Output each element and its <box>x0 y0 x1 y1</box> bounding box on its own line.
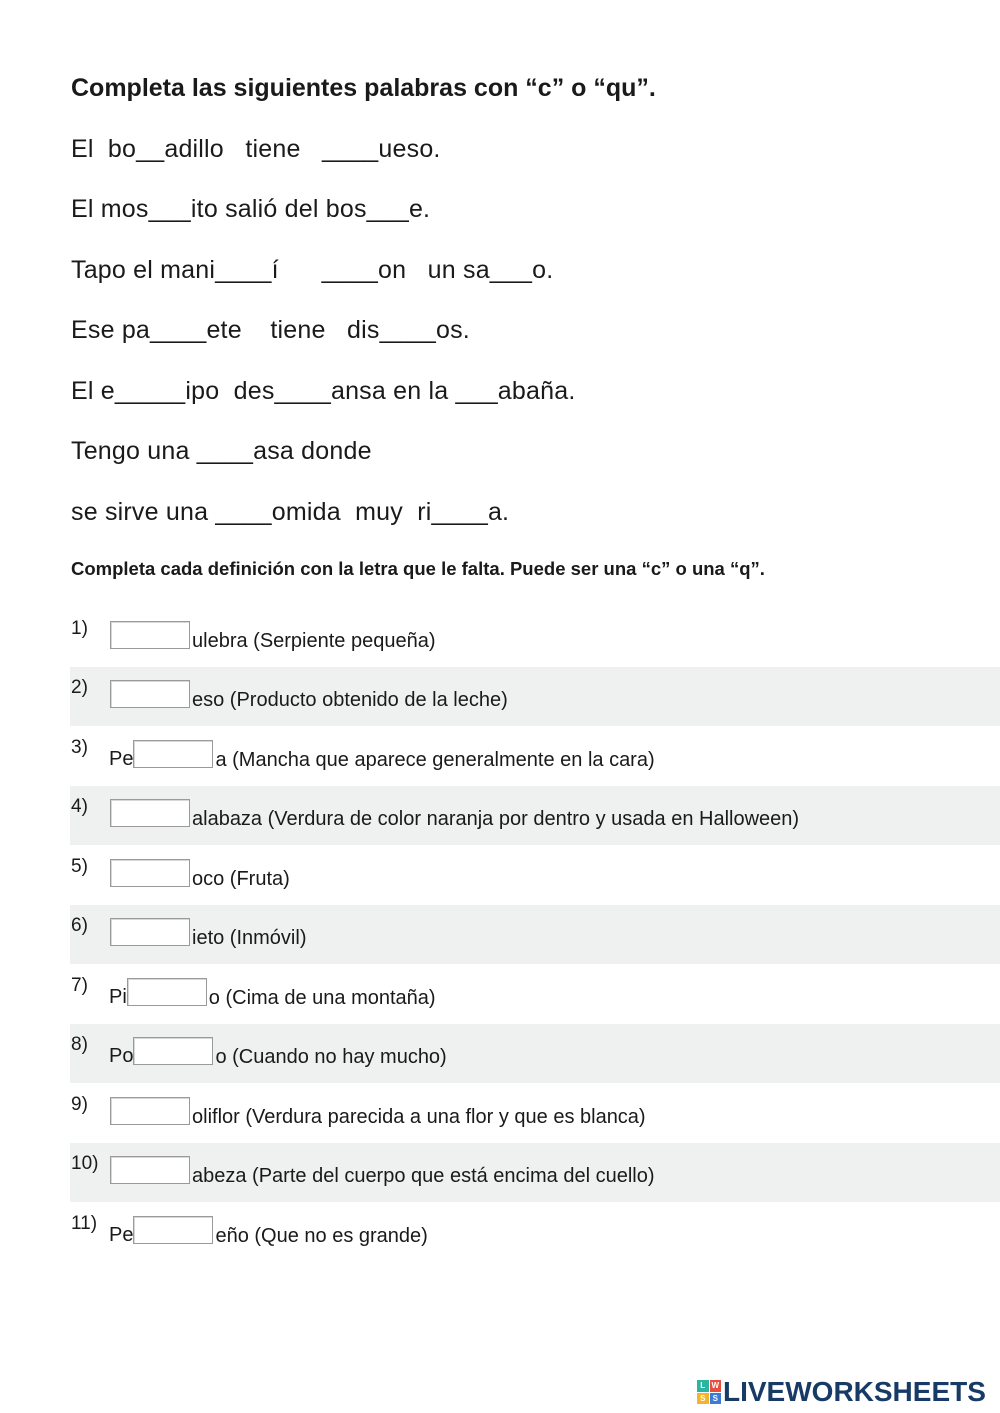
answer-box-8[interactable] <box>133 1037 213 1065</box>
sentence-1: El bo__adillo tiene ____ueso. <box>71 135 441 163</box>
part1-title: Completa las siguientes palabras con “c” o “qu”. <box>71 74 656 102</box>
item-number: 8) <box>71 1034 88 1055</box>
item-number: 6) <box>71 915 88 936</box>
word-suffix: ieto (Inmóvil) <box>192 927 307 949</box>
definition-row-1 <box>70 608 1000 667</box>
word-suffix: ulebra (Serpiente pequeña) <box>192 630 436 652</box>
word-suffix: oliflor (Verdura parecida a una flor y que es blanca) <box>192 1106 646 1128</box>
word-suffix: eño (Que no es grande) <box>215 1225 428 1247</box>
answer-box-11[interactable] <box>133 1216 213 1244</box>
logo-mark-icon: L W S S <box>697 1380 721 1404</box>
definition-row-11 <box>70 1203 1000 1262</box>
definition-row-7 <box>70 965 1000 1024</box>
item-number: 1) <box>71 618 88 639</box>
word-suffix: eso (Producto obtenido de la leche) <box>192 689 508 711</box>
sentence-4: Ese pa____ete tiene dis____os. <box>71 316 470 344</box>
item-number: 9) <box>71 1094 88 1115</box>
sentence-5: El e_____ipo des____ansa en la ___abaña. <box>71 377 576 405</box>
item-number: 3) <box>71 737 88 758</box>
answer-box-3[interactable] <box>133 740 213 768</box>
sentence-7: se sirve una ____omida muy ri____a. <box>71 498 510 526</box>
answer-box-4[interactable] <box>110 799 190 827</box>
logo-text: LIVEWORKSHEETS <box>723 1376 986 1407</box>
answer-box-6[interactable] <box>110 918 190 946</box>
definition-row-5 <box>70 846 1000 905</box>
answer-box-10[interactable] <box>110 1156 190 1184</box>
word-prefix: Po <box>109 1045 134 1067</box>
answer-box-7[interactable] <box>127 978 207 1006</box>
answer-box-1[interactable] <box>110 621 190 649</box>
item-number: 4) <box>71 796 88 817</box>
item-number: 10) <box>71 1153 99 1174</box>
part2-title: Completa cada definición con la letra que le falta. Puede ser una “c” o una “q”. <box>71 558 765 579</box>
definition-row-2 <box>70 667 1000 726</box>
liveworksheets-logo <box>697 1376 986 1408</box>
definition-row-9 <box>70 1084 1000 1143</box>
item-number: 11) <box>71 1213 98 1234</box>
word-suffix: o (Cima de una montaña) <box>208 987 436 1009</box>
definition-row-8 <box>70 1024 1000 1083</box>
word-prefix: Pe <box>109 748 134 770</box>
sentence-2: El mos___ito salió del bos___e. <box>71 195 431 223</box>
answer-box-9[interactable] <box>110 1097 190 1125</box>
word-suffix: alabaza (Verdura de color naranja por dentro y usada en Halloween) <box>192 808 800 830</box>
item-number: 7) <box>71 975 88 996</box>
sentence-6: Tengo una ____asa donde <box>71 437 372 465</box>
definition-row-3 <box>70 727 1000 786</box>
answer-box-5[interactable] <box>110 859 190 887</box>
item-number: 2) <box>71 677 88 698</box>
word-suffix: o (Cuando no hay mucho) <box>215 1046 447 1068</box>
word-suffix: oco (Fruta) <box>192 868 290 890</box>
definition-row-6 <box>70 905 1000 964</box>
word-prefix: Pi <box>109 986 127 1008</box>
item-number: 5) <box>71 856 88 877</box>
definition-row-10 <box>70 1143 1000 1202</box>
answer-box-2[interactable] <box>110 680 190 708</box>
definition-row-4 <box>70 786 1000 845</box>
word-suffix: a (Mancha que aparece generalmente en la cara) <box>215 749 655 771</box>
word-suffix: abeza (Parte del cuerpo que está encima del cuello) <box>192 1165 655 1187</box>
sentence-3: Tapo el mani____í ____on un sa___o. <box>71 256 554 284</box>
word-prefix: Pe <box>109 1224 134 1246</box>
